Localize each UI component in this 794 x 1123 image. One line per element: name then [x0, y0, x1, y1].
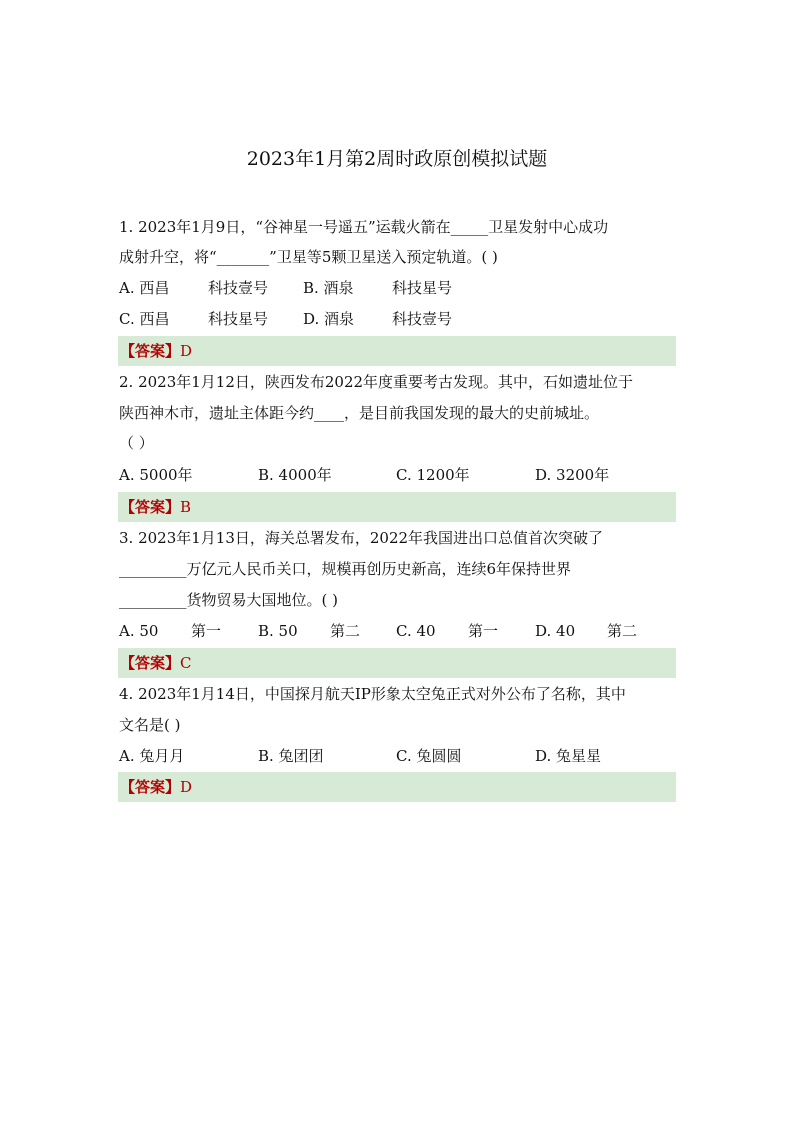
- option-c-place: C. 西昌: [119, 310, 170, 328]
- question-2-answer: [118, 492, 676, 522]
- question-4-stem-line-2: 文名是( ): [119, 716, 181, 734]
- option-a: A. 兔月月: [119, 747, 185, 765]
- answer-label: 【答案】: [120, 654, 181, 672]
- answer-label: 【答案】: [120, 778, 181, 796]
- option-c-satellite: 科技星号: [208, 310, 269, 328]
- answer-label: 【答案】: [120, 342, 181, 360]
- answer-value: D: [180, 778, 193, 796]
- answer-value: C: [180, 654, 192, 672]
- option-a-rank: 第一: [191, 622, 222, 640]
- option-b-number: B. 50: [258, 622, 298, 640]
- answer-label: 【答案】: [120, 498, 181, 516]
- question-2-stem-line-3: （ ）: [119, 434, 154, 452]
- option-d: D. 3200年: [535, 466, 610, 484]
- option-a-satellite: 科技壹号: [208, 279, 269, 297]
- option-b: B. 4000年: [258, 466, 332, 484]
- question-3-stem-line-3: _________货物贸易大国地位。( ): [119, 591, 338, 609]
- question-3-stem-line-2: _________万亿元人民币关口，规模再创历史新高，连续6年保持世界: [119, 560, 572, 578]
- question-3-stem-line-1: 3. 2023年1月13日，海关总署发布，2022年我国进出口总值首次突破了: [119, 529, 604, 547]
- question-2-stem-line-2: 陕西神木市，遗址主体距今约____，是目前我国发现的最大的史前城址。: [119, 404, 600, 422]
- option-d: D. 兔星星: [535, 747, 602, 765]
- option-c-rank: 第一: [468, 622, 499, 640]
- option-d-satellite: 科技壹号: [392, 310, 453, 328]
- option-b: B. 兔团团: [258, 747, 324, 765]
- page-title: 2023年1月第2周时政原创模拟试题: [246, 148, 548, 170]
- option-d-number: D. 40: [535, 622, 576, 640]
- option-a: A. 5000年: [119, 466, 193, 484]
- question-4-stem-line-1: 4. 2023年1月14日，中国探月航天IP形象太空兔正式对外公布了名称，其中: [119, 685, 626, 703]
- answer-value: D: [180, 342, 193, 360]
- option-c: C. 兔圆圆: [396, 747, 462, 765]
- option-b-place: B. 酒泉: [303, 279, 354, 297]
- question-1-options-row-1: [119, 273, 679, 304]
- option-d-place: D. 酒泉: [303, 310, 355, 328]
- option-b-satellite: 科技星号: [392, 279, 453, 297]
- question-4-options: [119, 741, 679, 772]
- question-2-options: [119, 460, 679, 491]
- option-c: C. 1200年: [396, 466, 470, 484]
- option-c-number: C. 40: [396, 622, 436, 640]
- question-1-stem-line-1: 1. 2023年1月9日，“谷神星一号遥五”运载火箭在_____卫星发射中心成功: [119, 218, 609, 236]
- question-2-stem-line-1: 2. 2023年1月12日，陕西发布2022年度重要考古发现。其中，石如遗址位于: [119, 373, 634, 391]
- question-1-stem-line-2: 成射升空，将“_______”卫星等5颗卫星送入预定轨道。( ): [119, 248, 498, 266]
- answer-value: B: [180, 498, 192, 516]
- question-3-options: [119, 616, 679, 647]
- question-3-answer: [118, 648, 676, 678]
- option-b-rank: 第二: [330, 622, 361, 640]
- question-1-options-row-2: [119, 304, 679, 335]
- option-d-rank: 第二: [607, 622, 638, 640]
- option-a-number: A. 50: [119, 622, 159, 640]
- question-4-answer: [118, 772, 676, 802]
- question-1-answer: [118, 336, 676, 366]
- option-a-place: A. 西昌: [119, 279, 170, 297]
